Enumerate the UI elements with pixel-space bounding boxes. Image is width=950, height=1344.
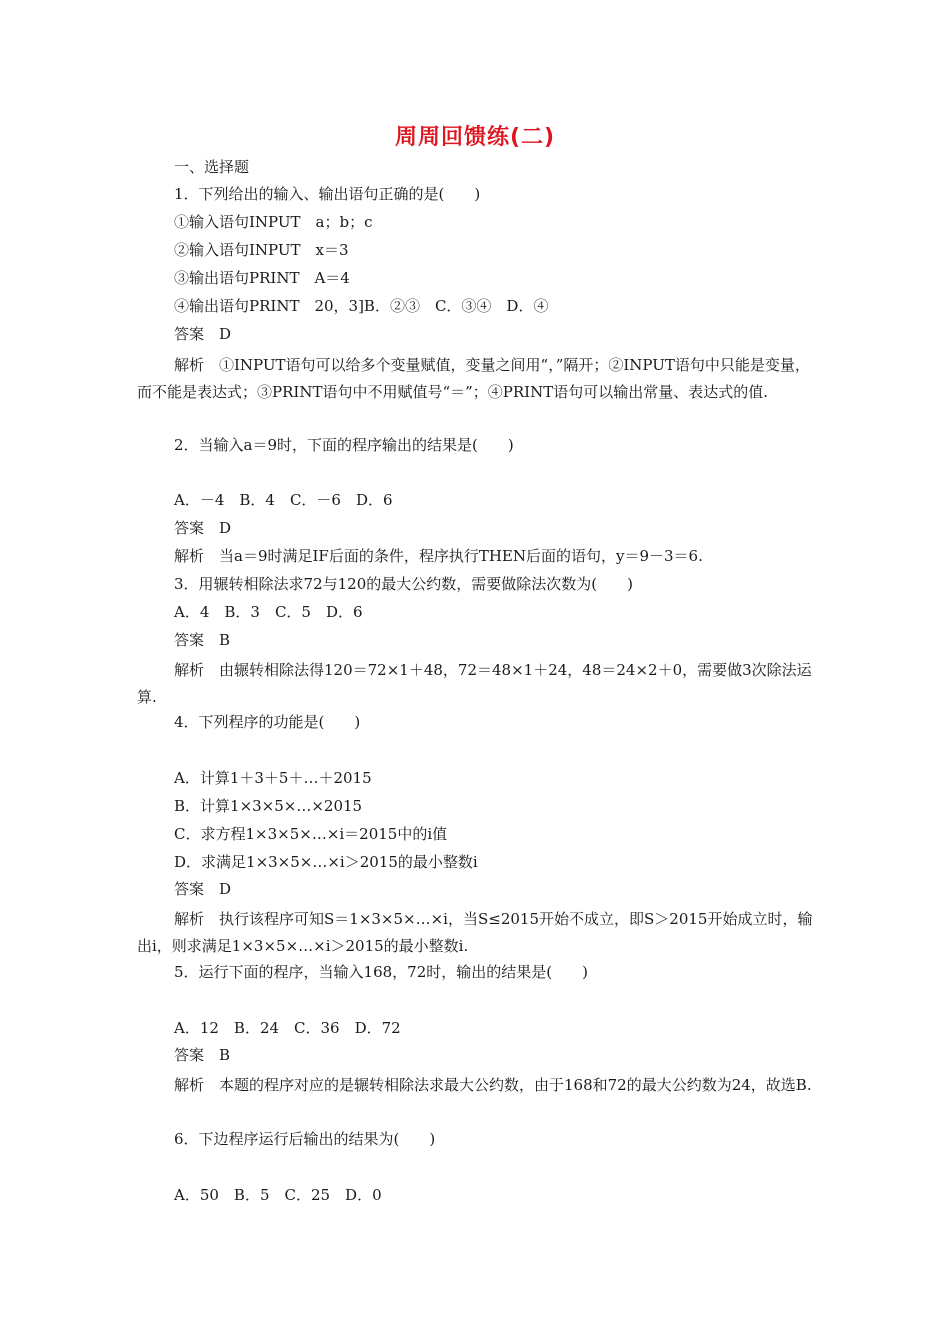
q4-analysis: 解析 执行该程序可知S＝1×3×5×…×i，当S≤2015开始不成立，即S＞2015开始成立时，输出i，则求满足1×3×5×…×i＞2015的最小整数i. [137, 910, 813, 955]
q4-option-c: C．求方程1×3×5×…×i＝2015中的i值 [174, 825, 448, 843]
q5-stem: 5．运行下面的程序，当输入168，72时，输出的结果是( ) [174, 963, 588, 981]
q2-answer: 答案 D [174, 519, 232, 537]
page-title: 周周回馈练(二) [394, 125, 556, 150]
section-heading: 一、选择题 [174, 158, 250, 176]
q1-option-4: ④输出语句PRINT 20，3]B．②③ C．③④ D．④ [174, 297, 549, 315]
q2-options: A．－4 B．4 C．－6 D．6 [174, 491, 393, 509]
q4-answer: 答案 D [174, 880, 232, 898]
q3-options: A．4 B．3 C．5 D．6 [174, 603, 363, 621]
q5-analysis: 解析 本题的程序对应的是辗转相除法求最大公约数，由于168和72的最大公约数为24，故选B. [174, 1076, 812, 1094]
q6-stem: 6．下边程序运行后输出的结果为( ) [174, 1130, 436, 1148]
q1-answer: 答案 D [174, 325, 232, 343]
q1-analysis: 解析 ①INPUT语句可以给多个变量赋值，变量之间用“，”隔开；②INPUT语句中只能是变量，而不能是表达式；③PRINT语句中不用赋值号“＝”；④PRINT语句可以输出常量、表达式的值. [137, 356, 810, 401]
q3-analysis: 解析 由辗转相除法得120＝72×1＋48，72＝48×1＋24，48＝24×2＋0，需要做3次除法运算. [137, 661, 812, 706]
q1-option-2: ②输入语句INPUT x＝3 [174, 241, 349, 259]
q4-stem: 4．下列程序的功能是( ) [174, 713, 361, 731]
q4-option-a: A．计算1＋3＋5＋…＋2015 [174, 769, 372, 787]
q6-options: A．50 B．5 C．25 D．0 [174, 1186, 382, 1204]
q1-stem: 1．下列给出的输入、输出语句正确的是( ) [174, 185, 481, 203]
q5-answer: 答案 B [174, 1046, 231, 1064]
q2-analysis: 解析 当a＝9时满足IF后面的条件，程序执行THEN后面的语句，y＝9－3＝6. [174, 547, 703, 565]
q5-options: A．12 B．24 C．36 D．72 [174, 1019, 401, 1037]
q2-stem: 2．当输入a＝9时，下面的程序输出的结果是( ) [174, 436, 514, 454]
q3-stem: 3．用辗转相除法求72与120的最大公约数，需要做除法次数为( ) [174, 575, 633, 593]
q4-option-d: D．求满足1×3×5×…×i＞2015的最小整数i [174, 853, 478, 871]
q1-option-1: ①输入语句INPUT a；b；c [174, 213, 373, 231]
q1-option-3: ③输出语句PRINT A＝4 [174, 269, 350, 287]
q4-option-b: B．计算1×3×5×…×2015 [174, 797, 363, 815]
q3-answer: 答案 B [174, 631, 231, 649]
